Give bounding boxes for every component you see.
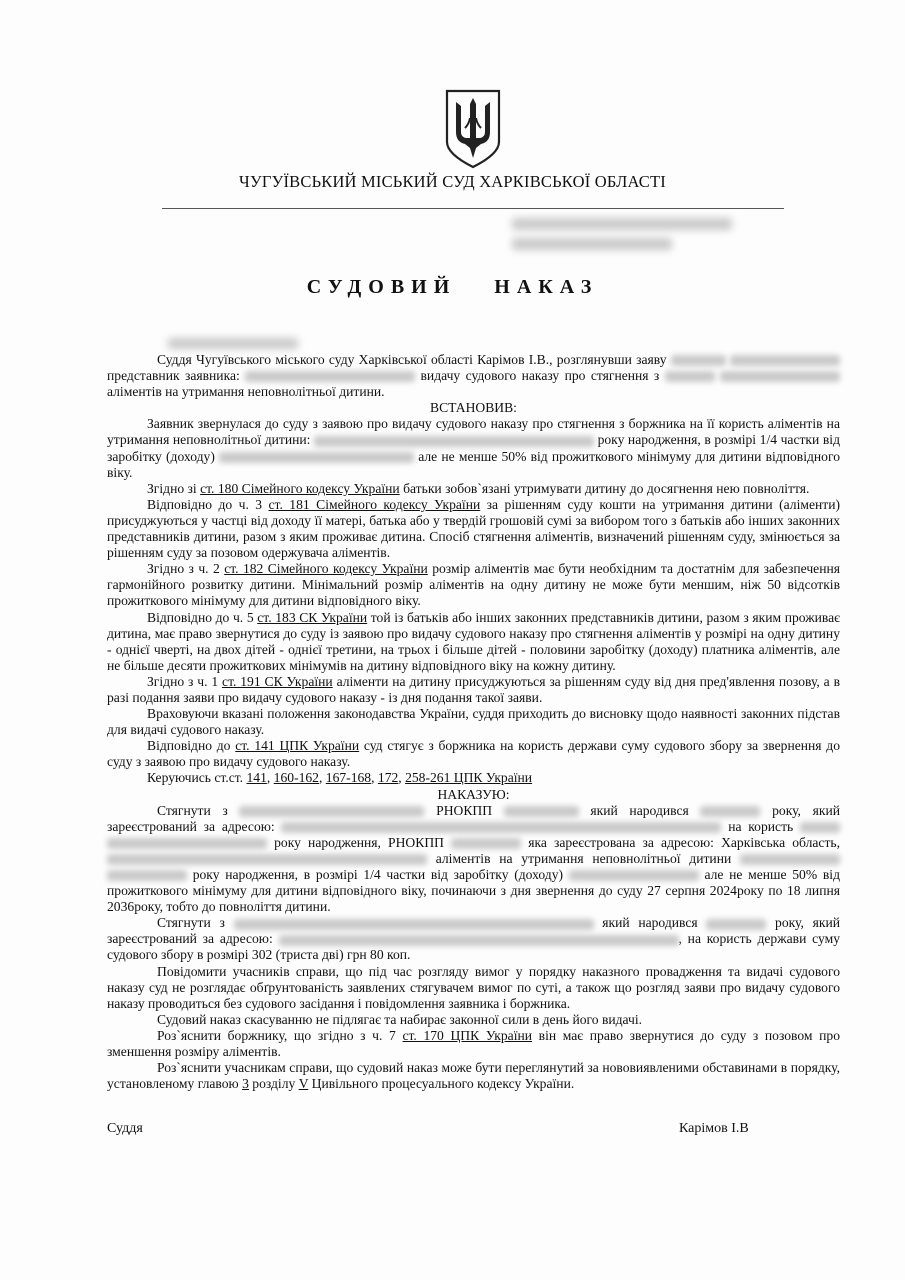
- coat-of-arms-icon: [443, 88, 503, 170]
- court-name: ЧУГУЇВСЬКИЙ МІСЬКИЙ СУД ХАРКІВСЬКОЇ ОБЛАСТІ: [239, 172, 666, 191]
- established-p7: Враховуючи вказані положення законодавства України, суддя приходить до висновку щодо наявності законних підстав для видачі судового наказу.: [107, 706, 840, 738]
- established-p3: Відповідно до ч. 3 ст. 181 Сімейного кодексу України за рішенням суду кошти на утримання дитини (аліменти) присуджуються у частці від доходу її матері, батька або у твердій грошовій сумі за вибором того з батьків або інших законних представників дитини, разом з яким проживає дитина. Спосіб стягнення аліментів, визначений рішенням суду, змінюється за рішенням суду за позовом одержувача аліментів.: [107, 496, 841, 561]
- document-title: СУДОВИЙ НАКАЗ: [306, 276, 599, 298]
- document-body: [107, 352, 840, 1092]
- law-link-st183[interactable]: ст. 183 СК України: [257, 609, 368, 625]
- ordered-p3: Повідомити учасників справи, що під час розгляду вимог у порядку наказного провадження та видачі судового наказу суд не розглядає обґрунтованість заявлених стягувачем вимог по суті, а також що розгляд заяви про видачу судового наказу проводиться без судового засідання і повідомлення заявника і боржника.: [107, 963, 840, 1011]
- redacted-case-number-2: [512, 238, 672, 250]
- ordered-p1: Стягнути з РНОКПП який народився року, який зареєстрований за адресою: на користь року народження, РНОКПП яка зареєстрована за адресою: Харківська область, аліментів на утримання неповнолітньої дитини року народження, в розмірі 1/4 частки від заробітку (доходу) але не менше 50% від прожиткового мінімуму для дитини відповідного віку, починаючи з дня звернення до суду 27 серпня 2024року по 18 липня 2036року, тобто до повноліття дитини.: [107, 802, 841, 915]
- ordered-p6: Роз`яснити учасникам справи, що судовий наказ може бути переглянутий за нововиявленими обставинами в порядку, установленому главою 3 розділу V Цивільного процесуального кодексу України.: [107, 1060, 840, 1092]
- law-link-167-168[interactable]: 167-168: [325, 770, 372, 786]
- established-p5: Відповідно до ч. 5 ст. 183 СК України той із батьків або інших законних представників дитини, разом з яким проживає дитина, має право звернутися до суду із заявою про видачу судового наказу про стягнення аліментів у розмірі на одну дитину - однієї чверті, на двох дітей - однієї третини, на трьох і більше дітей - половини заробітку (доходу) платника аліментів, але не більше десяти прожиткових мінімумів на дитину відповідного віку на кожну дитину.: [107, 609, 840, 673]
- redacted-date: [168, 338, 298, 349]
- ordered-p4: Судовий наказ скасуванню не підлягає та набирає законної сили в день його видачі.: [157, 1011, 643, 1027]
- signature-role: Суддя: [107, 1121, 143, 1136]
- established-heading: ВСТАНОВИВ:: [430, 400, 517, 416]
- law-link-st182[interactable]: ст. 182 Сімейного кодексу України: [224, 561, 428, 577]
- law-link-st181[interactable]: ст. 181 Сімейного кодексу України: [268, 496, 481, 512]
- law-link-160-162[interactable]: 160-162: [273, 770, 319, 786]
- established-p4: Згідно з ч. 2 ст. 182 Сімейного кодексу України розмір аліментів має бути необхідним та достатнім для забезпечення гармонійного розвитку дитини. Мінімальний розмір аліментів на одну дитину не може бути меншим, ніж 50 відсотків прожиткового мінімуму для дитини відповідного віку.: [107, 561, 841, 609]
- law-link-st141[interactable]: ст. 141 ЦПК України: [235, 738, 360, 754]
- ordered-heading: НАКАЗУЮ:: [437, 786, 510, 802]
- established-p2: Згідно зі ст. 180 Сімейного кодексу України батьки зобов`язані утримувати дитину до досягнення нею повноліття.: [147, 480, 810, 496]
- established-p6: Згідно з ч. 1 ст. 191 СК України аліменти на дитину присуджуються за рішенням суду від дня пред'явлення позову, а в разі подання заяви про видачу судового наказу - із дня подання такої заяви.: [107, 673, 840, 705]
- ordered-p5: Роз`яснити боржнику, що згідно з ч. 7 ст. 170 ЦПК України він має право звернутися до суду з позовом про зменшення розміру аліментів.: [107, 1027, 841, 1060]
- established-p1: Заявник звернулася до суду з заявою про видачу судового наказу про стягнення з боржника на її користь аліментів на утримання неповнолітньої дитини: року народження, в розмірі 1/4 частки від заробітку (доходу) але не менше 50% від прожиткового мінімуму для дитини відповідного віку.: [107, 416, 840, 480]
- law-link-st170[interactable]: ст. 170 ЦПК України: [402, 1027, 533, 1043]
- intro-paragraph: Суддя Чугуївського міського суду Харківської області Карімов І.В., розглянувши заяву представник заявника: видачу судового наказу про стягнення з аліментів на утримання неповнолітньої дитини.: [107, 352, 840, 400]
- law-link-chapter-3[interactable]: 3: [242, 1076, 249, 1092]
- header-divider: [162, 208, 784, 209]
- law-link-258-261[interactable]: 258-261 ЦПК України: [405, 770, 533, 786]
- established-p9: Керуючись ст.ст. 141, 160-162, 167-168, 172, 258-261 ЦПК України: [147, 770, 533, 786]
- law-link-141[interactable]: 141: [246, 770, 267, 786]
- redacted-case-number: [512, 218, 732, 230]
- law-link-section-v[interactable]: V: [298, 1076, 309, 1092]
- signature-name: Карімов І.В: [679, 1121, 749, 1136]
- law-link-st180[interactable]: ст. 180 Сімейного кодексу України: [200, 480, 400, 496]
- law-link-172[interactable]: 172: [377, 770, 399, 786]
- law-link-st191[interactable]: ст. 191 СК України: [222, 673, 333, 689]
- ordered-p2: Стягнути з який народився року, який зареєстрований за адресою: , на користь держави суму судового збору в розмірі 302 (триста дві) грн 80 коп.: [107, 915, 840, 963]
- established-p8: Відповідно до ст. 141 ЦПК України суд стягує з боржника на користь держави суму судового збору за звернення до суду з заявою про видачу судового наказу.: [107, 738, 841, 770]
